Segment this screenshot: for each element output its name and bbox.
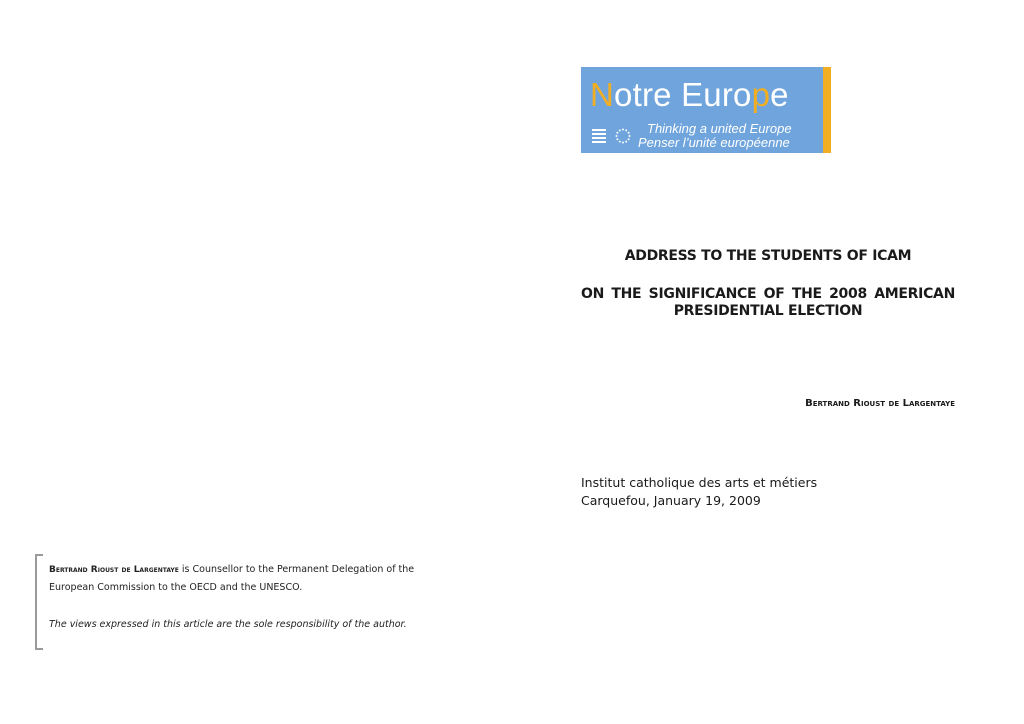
author-name: Bertrand Rioust de Largentaye xyxy=(805,398,955,409)
right-page xyxy=(512,0,1024,724)
bio-disclaimer: The views expressed in this article are the sole responsibility of the author. xyxy=(49,619,407,630)
notre-europe-logo xyxy=(581,67,831,153)
bio-bracket xyxy=(35,554,43,650)
logo-tagline-en: Thinking a united Europe xyxy=(647,121,792,136)
bio-role: is Counsellor to the Permanent Delegation of the xyxy=(178,564,415,575)
venue-place-date: Carquefou, January 19, 2009 xyxy=(581,493,761,508)
document-title-line-2: ON THE SIGNIFICANCE OF THE 2008 AMERICAN PRESIDENTIAL ELECTION xyxy=(581,286,955,319)
document-title-line-1: ADDRESS TO THE STUDENTS OF ICAM xyxy=(624,248,912,264)
grid-icon xyxy=(592,129,606,143)
logo-accent-bar xyxy=(823,67,831,153)
bio-author-name: Bertrand Rioust de Largentaye xyxy=(49,565,179,575)
logo-title: Notre Europe xyxy=(590,76,789,113)
venue-institution: Institut catholique des arts et métiers xyxy=(581,475,818,490)
bio-line-2: European Commission to the OECD and the UNESCO. xyxy=(49,582,303,593)
eu-stars-icon xyxy=(615,128,631,144)
logo-tagline-fr: Penser l’unité européenne xyxy=(638,135,790,150)
bio-line-1 xyxy=(49,563,414,577)
